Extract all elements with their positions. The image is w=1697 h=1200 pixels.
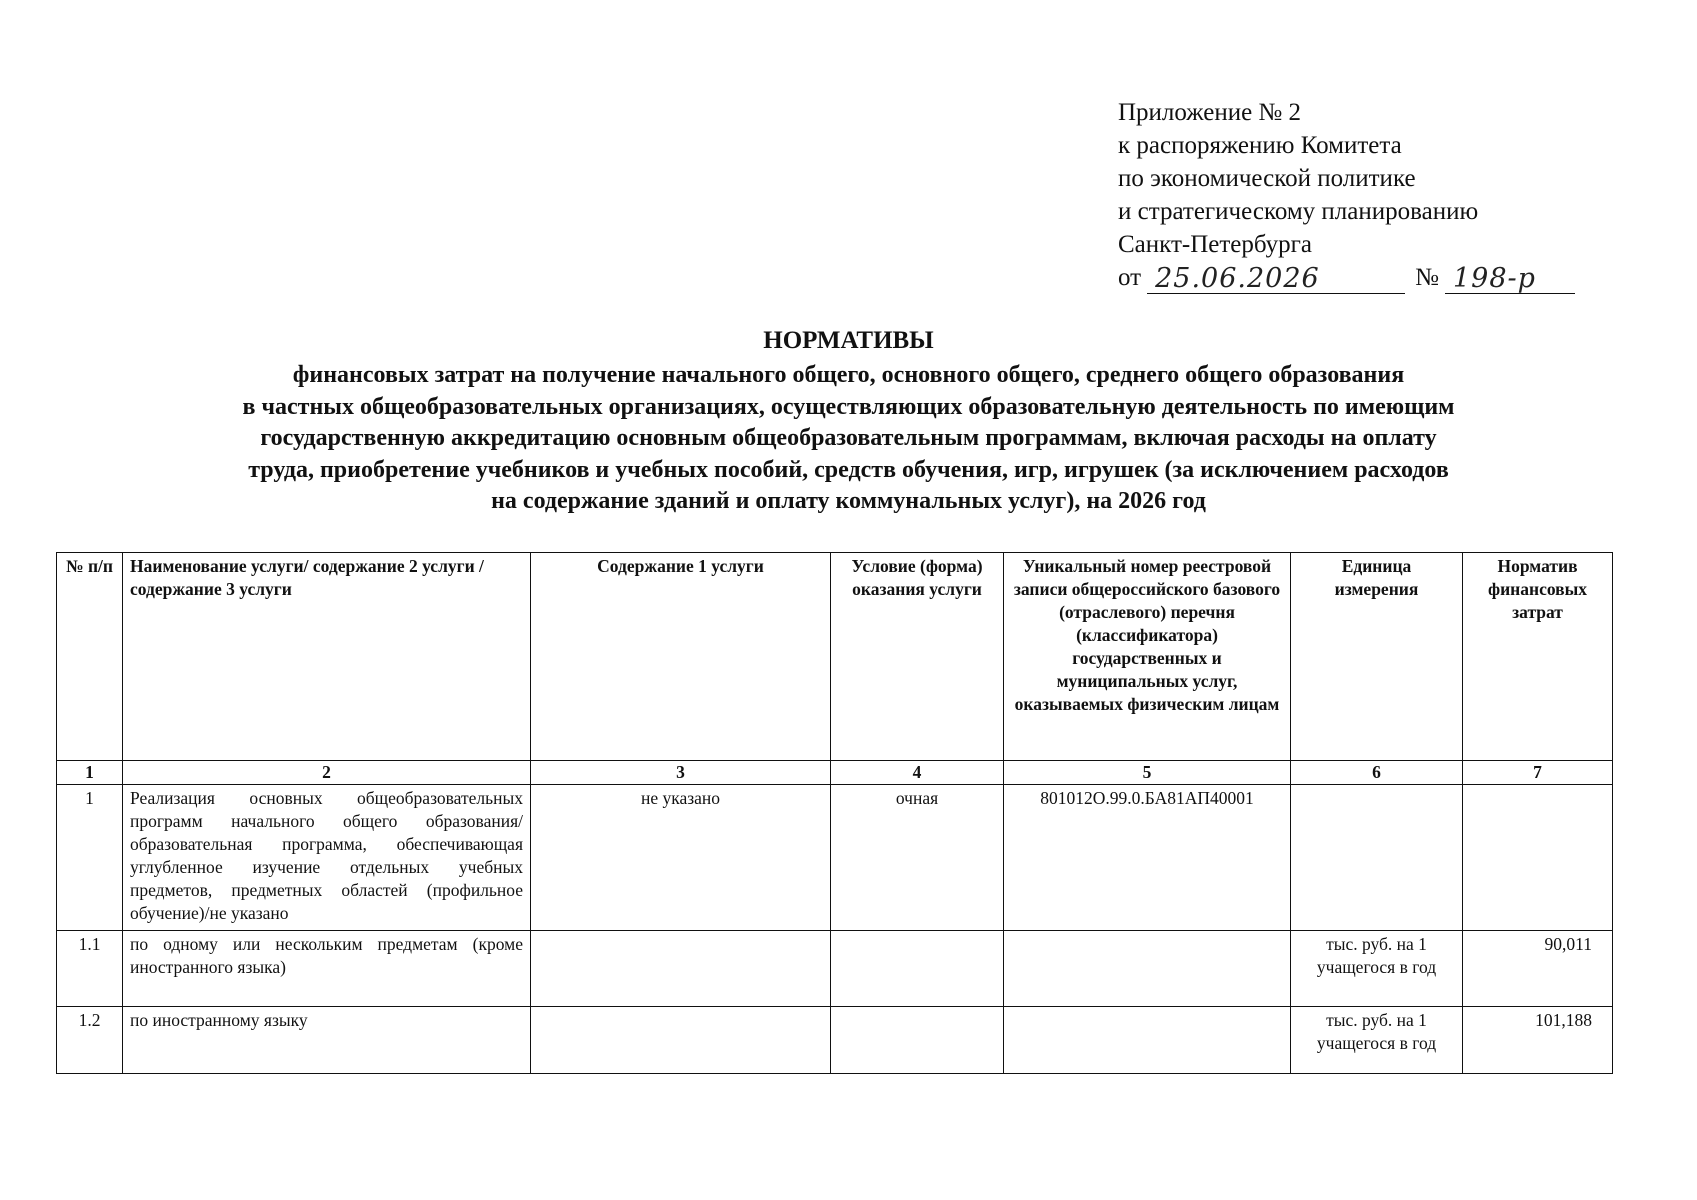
subtitle-line-4: труда, приобретение учебников и учебных пособий, средств обучения, игр, игрушек (за исключением расходов [248, 456, 1449, 483]
row-condition [831, 931, 1004, 1007]
column-number: 6 [1291, 761, 1463, 785]
column-number: 7 [1463, 761, 1613, 785]
appendix-line-city: Санкт-Петербурга [1118, 231, 1313, 258]
table-row [57, 785, 1613, 931]
header-norm: Норматив финансовых затрат [1463, 553, 1613, 761]
header-condition: Условие (форма) оказания услуги [831, 553, 1004, 761]
table-header-row [57, 553, 1613, 761]
document-subtitle [100, 360, 1597, 518]
column-number: 5 [1004, 761, 1291, 785]
row-registry-number: 801012О.99.0.БА81АП40001 [1004, 785, 1291, 931]
subtitle-line-2: в частных общеобразовательных организациях, осуществляющих образовательную деятельность по имеющим [242, 393, 1455, 420]
row-number: 1 [57, 785, 123, 931]
row-content [531, 1007, 831, 1074]
appendix-line-committee: по экономической политике [1118, 165, 1416, 192]
row-service-name: по одному или нескольким предметам (кроме иностранного языка) [123, 931, 531, 1007]
subtitle-line-5: на содержание зданий и оплату коммунальных услуг), на 2026 год [491, 488, 1206, 514]
subtitle-line-1: финансовых затрат на получение начального общего, основного общего, среднего общего образования [292, 362, 1405, 388]
date-number-row [1118, 261, 1575, 294]
norms-table [56, 552, 1613, 1074]
header-content: Содержание 1 услуги [531, 553, 831, 761]
column-number: 2 [123, 761, 531, 785]
column-number: 3 [531, 761, 831, 785]
row-number: 1.2 [57, 1007, 123, 1074]
row-norm: 90,011 [1463, 931, 1613, 1007]
row-unit: тыс. руб. на 1 учащегося в год [1291, 1007, 1463, 1074]
handwritten-date: 25.06.2026 [1155, 263, 1320, 294]
appendix-block [1118, 96, 1575, 294]
row-norm [1463, 785, 1613, 931]
table-row [57, 1007, 1613, 1074]
row-content: не указано [531, 785, 831, 931]
row-unit [1291, 785, 1463, 931]
row-norm: 101,188 [1463, 1007, 1613, 1074]
document-title: НОРМАТИВЫ [763, 327, 934, 354]
date-prefix: от [1118, 264, 1142, 291]
row-number: 1.1 [57, 931, 123, 1007]
table-row [57, 931, 1613, 1007]
appendix-title: Приложение № 2 [1118, 99, 1302, 126]
column-number: 4 [831, 761, 1004, 785]
row-condition [831, 1007, 1004, 1074]
column-number-row [57, 761, 1613, 785]
row-condition: очная [831, 785, 1004, 931]
number-field [1445, 263, 1575, 294]
row-service-name: Реализация основных общеобразовательных программ начального общего образования/образовательная программа, обеспечивающая углубленное изучение отдельных учебных предметов, предметных областей (профильное обучение)/не указано [123, 785, 531, 931]
row-service-name: по иностранному языку [123, 1007, 531, 1074]
header-registry-number: Уникальный номер реестровой записи общероссийского базового (отраслевого) перечня (классификатора) государственных и муниципальных услуг, оказываемых физическим лицам [1004, 553, 1291, 761]
date-field [1147, 263, 1405, 294]
header-number: № п/п [57, 553, 123, 761]
row-registry-number [1004, 1007, 1291, 1074]
column-number: 1 [57, 761, 123, 785]
number-prefix: № [1415, 264, 1439, 291]
appendix-line-order: к распоряжению Комитета [1118, 132, 1402, 159]
subtitle-line-3: государственную аккредитацию основным общеобразовательным программам, включая расходы на оплату [260, 425, 1437, 451]
header-service-name: Наименование услуги/ содержание 2 услуги / содержание 3 услуги [123, 553, 531, 761]
appendix-line-planning: и стратегическому планированию [1118, 198, 1479, 225]
row-registry-number [1004, 931, 1291, 1007]
row-unit: тыс. руб. на 1 учащегося в год [1291, 931, 1463, 1007]
row-content [531, 931, 831, 1007]
header-unit: Единица измерения [1291, 553, 1463, 761]
handwritten-number: 198-р [1452, 263, 1536, 294]
